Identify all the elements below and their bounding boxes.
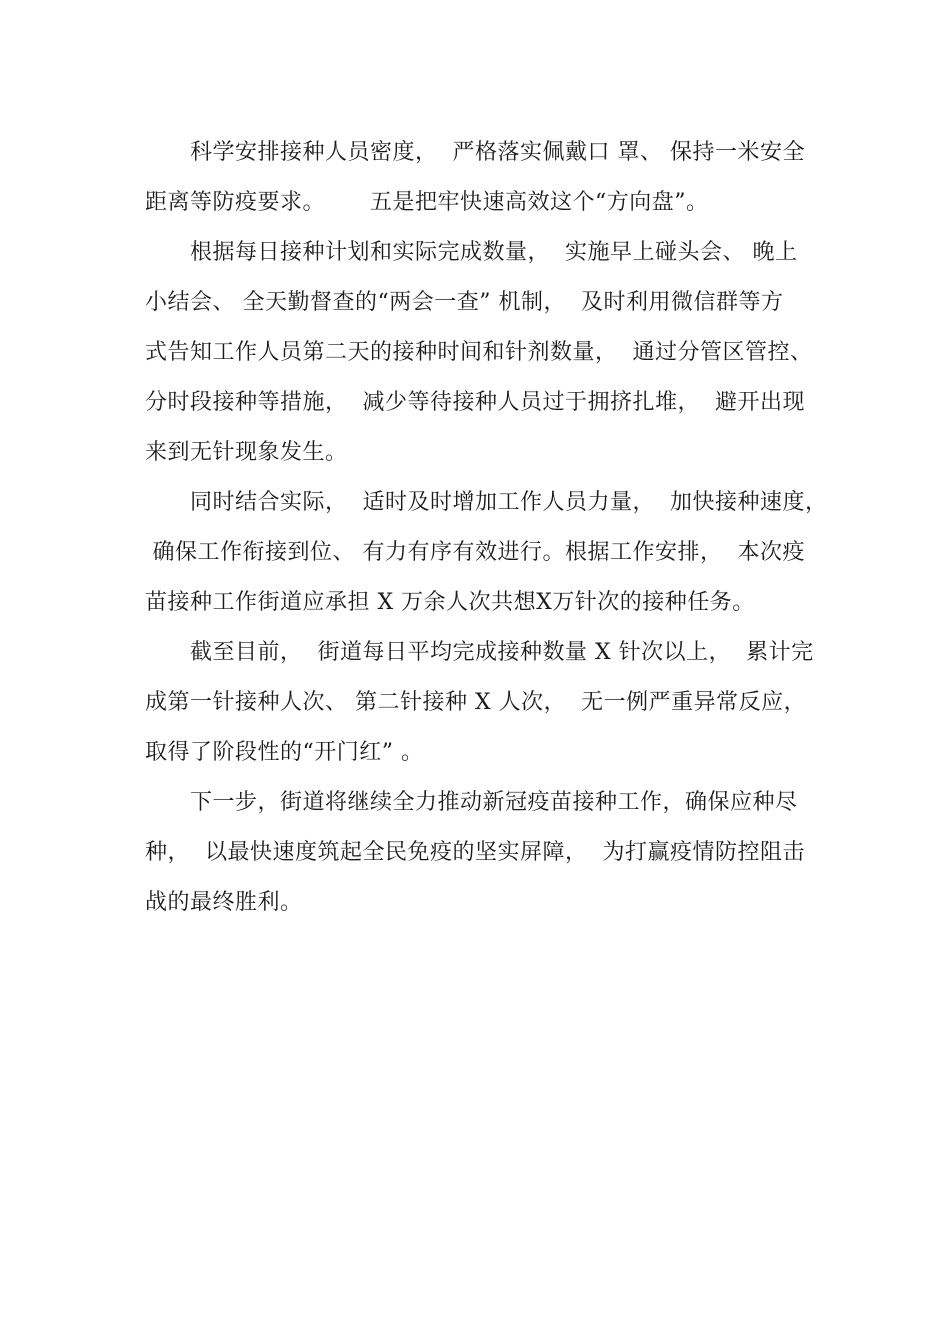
text-line-2: 距离等防疫要求。 五是把牢快速高效这个“方向盘”。 [145,190,709,215]
text-line-9: 确保工作衔接到位、 有力有序有效进行。根据工作安排， 本次疫 [145,540,805,565]
text-line-14: 下一步，街道将继续全力推动新冠疫苗接种工作，确保应种尽 [190,790,798,815]
text-line-1: 科学安排接种人员密度， 严格落实佩戴口 罩、 保持一米安全 [190,140,805,165]
text-line-16: 战的最终胜利。 [145,890,303,915]
text-line-13: 取得了阶段性的“开门红” 。 [145,740,424,765]
text-line-4: 小结会、 全天勤督查的“两会一查” 机制， 及时利用微信群等方 [145,290,784,315]
text-line-8: 同时结合实际， 适时及时增加工作人员力量， 加快接种速度， [190,490,828,515]
text-line-15: 种， 以最快速度筑起全民免疫的坚实屏障， 为打赢疫情防控阻击 [145,840,805,865]
text-line-11: 截至目前， 街道每日平均完成接种数量 X 针次以上， 累计完 [190,640,814,665]
text-line-3: 根据每日接种计划和实际完成数量， 实施早上碰头会、 晚上 [190,240,798,265]
text-line-7: 来到无针现象发生。 [145,440,348,465]
text-line-6: 分时段接种等措施， 减少等待接种人员过于拥挤扎堆， 避开出现 [145,390,805,415]
text-line-5: 式告知工作人员第二天的接种时间和针剂数量， 通过分管区管控、 [145,340,813,365]
text-line-10: 苗接种工作街道应承担 X 万余人次共想X万针次的接种任务。 [145,590,755,615]
text-line-12: 成第一针接种人次、 第二针接种 X 人次， 无一例严重异常反应， [145,690,807,715]
